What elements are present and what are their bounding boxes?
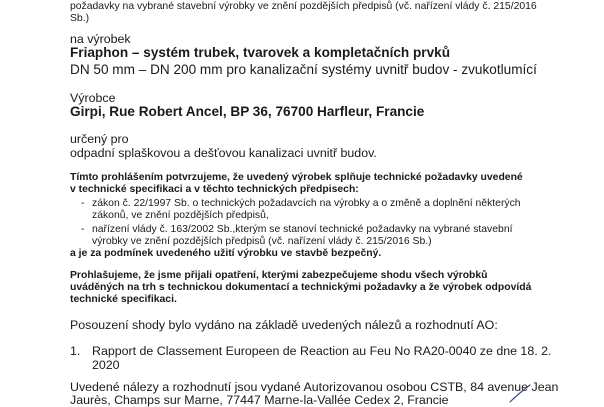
assessment-item-line-2: 2020 bbox=[92, 358, 120, 372]
signature-stroke-mark bbox=[508, 384, 532, 403]
purpose-text: odpadní splaškovou a dešťovou kanalizaci uvnitř budov. bbox=[70, 146, 377, 160]
regulation-item-2-line-2: výrobky ve znění pozdějších předpisů (vč. nařízení vlády č. 215/2016 Sb.) bbox=[92, 236, 432, 247]
manufacturer-name: Girpi, Rue Robert Ancel, BP 36, 76700 Harfleur, Francie bbox=[70, 104, 425, 119]
authority-line-2: Jaurès, Champs sur Marne, 77447 Marne-la-Vallée Cedex 2, Francie bbox=[70, 393, 449, 407]
confirmation-line-2: v technické specifikaci a v těchto technických předpisech: bbox=[70, 184, 359, 195]
product-name: Friaphon – systém trubek, tvarovek a kompletačních prvků bbox=[70, 45, 451, 60]
declaration-line-3: technické specifikaci. bbox=[70, 294, 177, 305]
product-spec: DN 50 mm – DN 200 mm pro kanalizační systémy uvnitř budov - zvukotlumící bbox=[70, 62, 537, 77]
confirmation-closing: a je za podmínek uvedeného užití výrobku ve stavbě bezpečný. bbox=[70, 248, 382, 259]
regulation-item-2-line-1: nařízení vlády č. 163/2002 Sb.,kterým se stanoví technické požadavky na vybrané stavební bbox=[92, 224, 513, 235]
assessment-item-line-1: Rapport de Classement Europeen de Reaction au Feu No RA20-0040 ze dne 18. 2. bbox=[92, 344, 552, 358]
declaration-line-2: uváděných na trh s technickou dokumentací a technickými požadavky a že výrobek odpovídá bbox=[70, 282, 532, 293]
header-text-line-1: požadavky na vybrané stavební výrobky ve znění pozdějších předpisů (vč. nařízení vlády č. 215/2016 bbox=[70, 1, 537, 12]
confirmation-line-1: Tímto prohlášením potvrzujeme, že uvedený výrobek splňuje technické požadavky uvedené bbox=[70, 172, 523, 183]
regulation-item-1-line-2: zákonů, ve znění pozdějších předpisů, bbox=[92, 210, 269, 221]
list-dash-1: - bbox=[81, 198, 85, 209]
header-text-line-2: Sb.) bbox=[70, 13, 90, 24]
authority-line-1: Uvedené nálezy a rozhodnutí jsou vydané Autorizovanou osobou CSTB, 84 avenue Jean bbox=[70, 380, 559, 394]
declaration-line-1: Prohlašujeme, že jsme přijali opatření, kterými zabezpečujeme shodu všech výrobků bbox=[70, 270, 488, 281]
assessment-intro: Posouzení shody bylo vydáno na základě uvedených nálezů a rozhodnutí AO: bbox=[70, 318, 498, 332]
list-dash-2: - bbox=[81, 224, 85, 235]
manufacturer-label: Výrobce bbox=[70, 91, 116, 105]
regulation-item-1-line-1: zákon č. 22/1997 Sb. o technických požadavcích na výrobky a o změně a doplnění některých bbox=[92, 198, 521, 209]
purpose-label: určený pro bbox=[70, 132, 129, 146]
product-label: na výrobek bbox=[70, 32, 131, 46]
assessment-item-number: 1. bbox=[70, 344, 81, 358]
